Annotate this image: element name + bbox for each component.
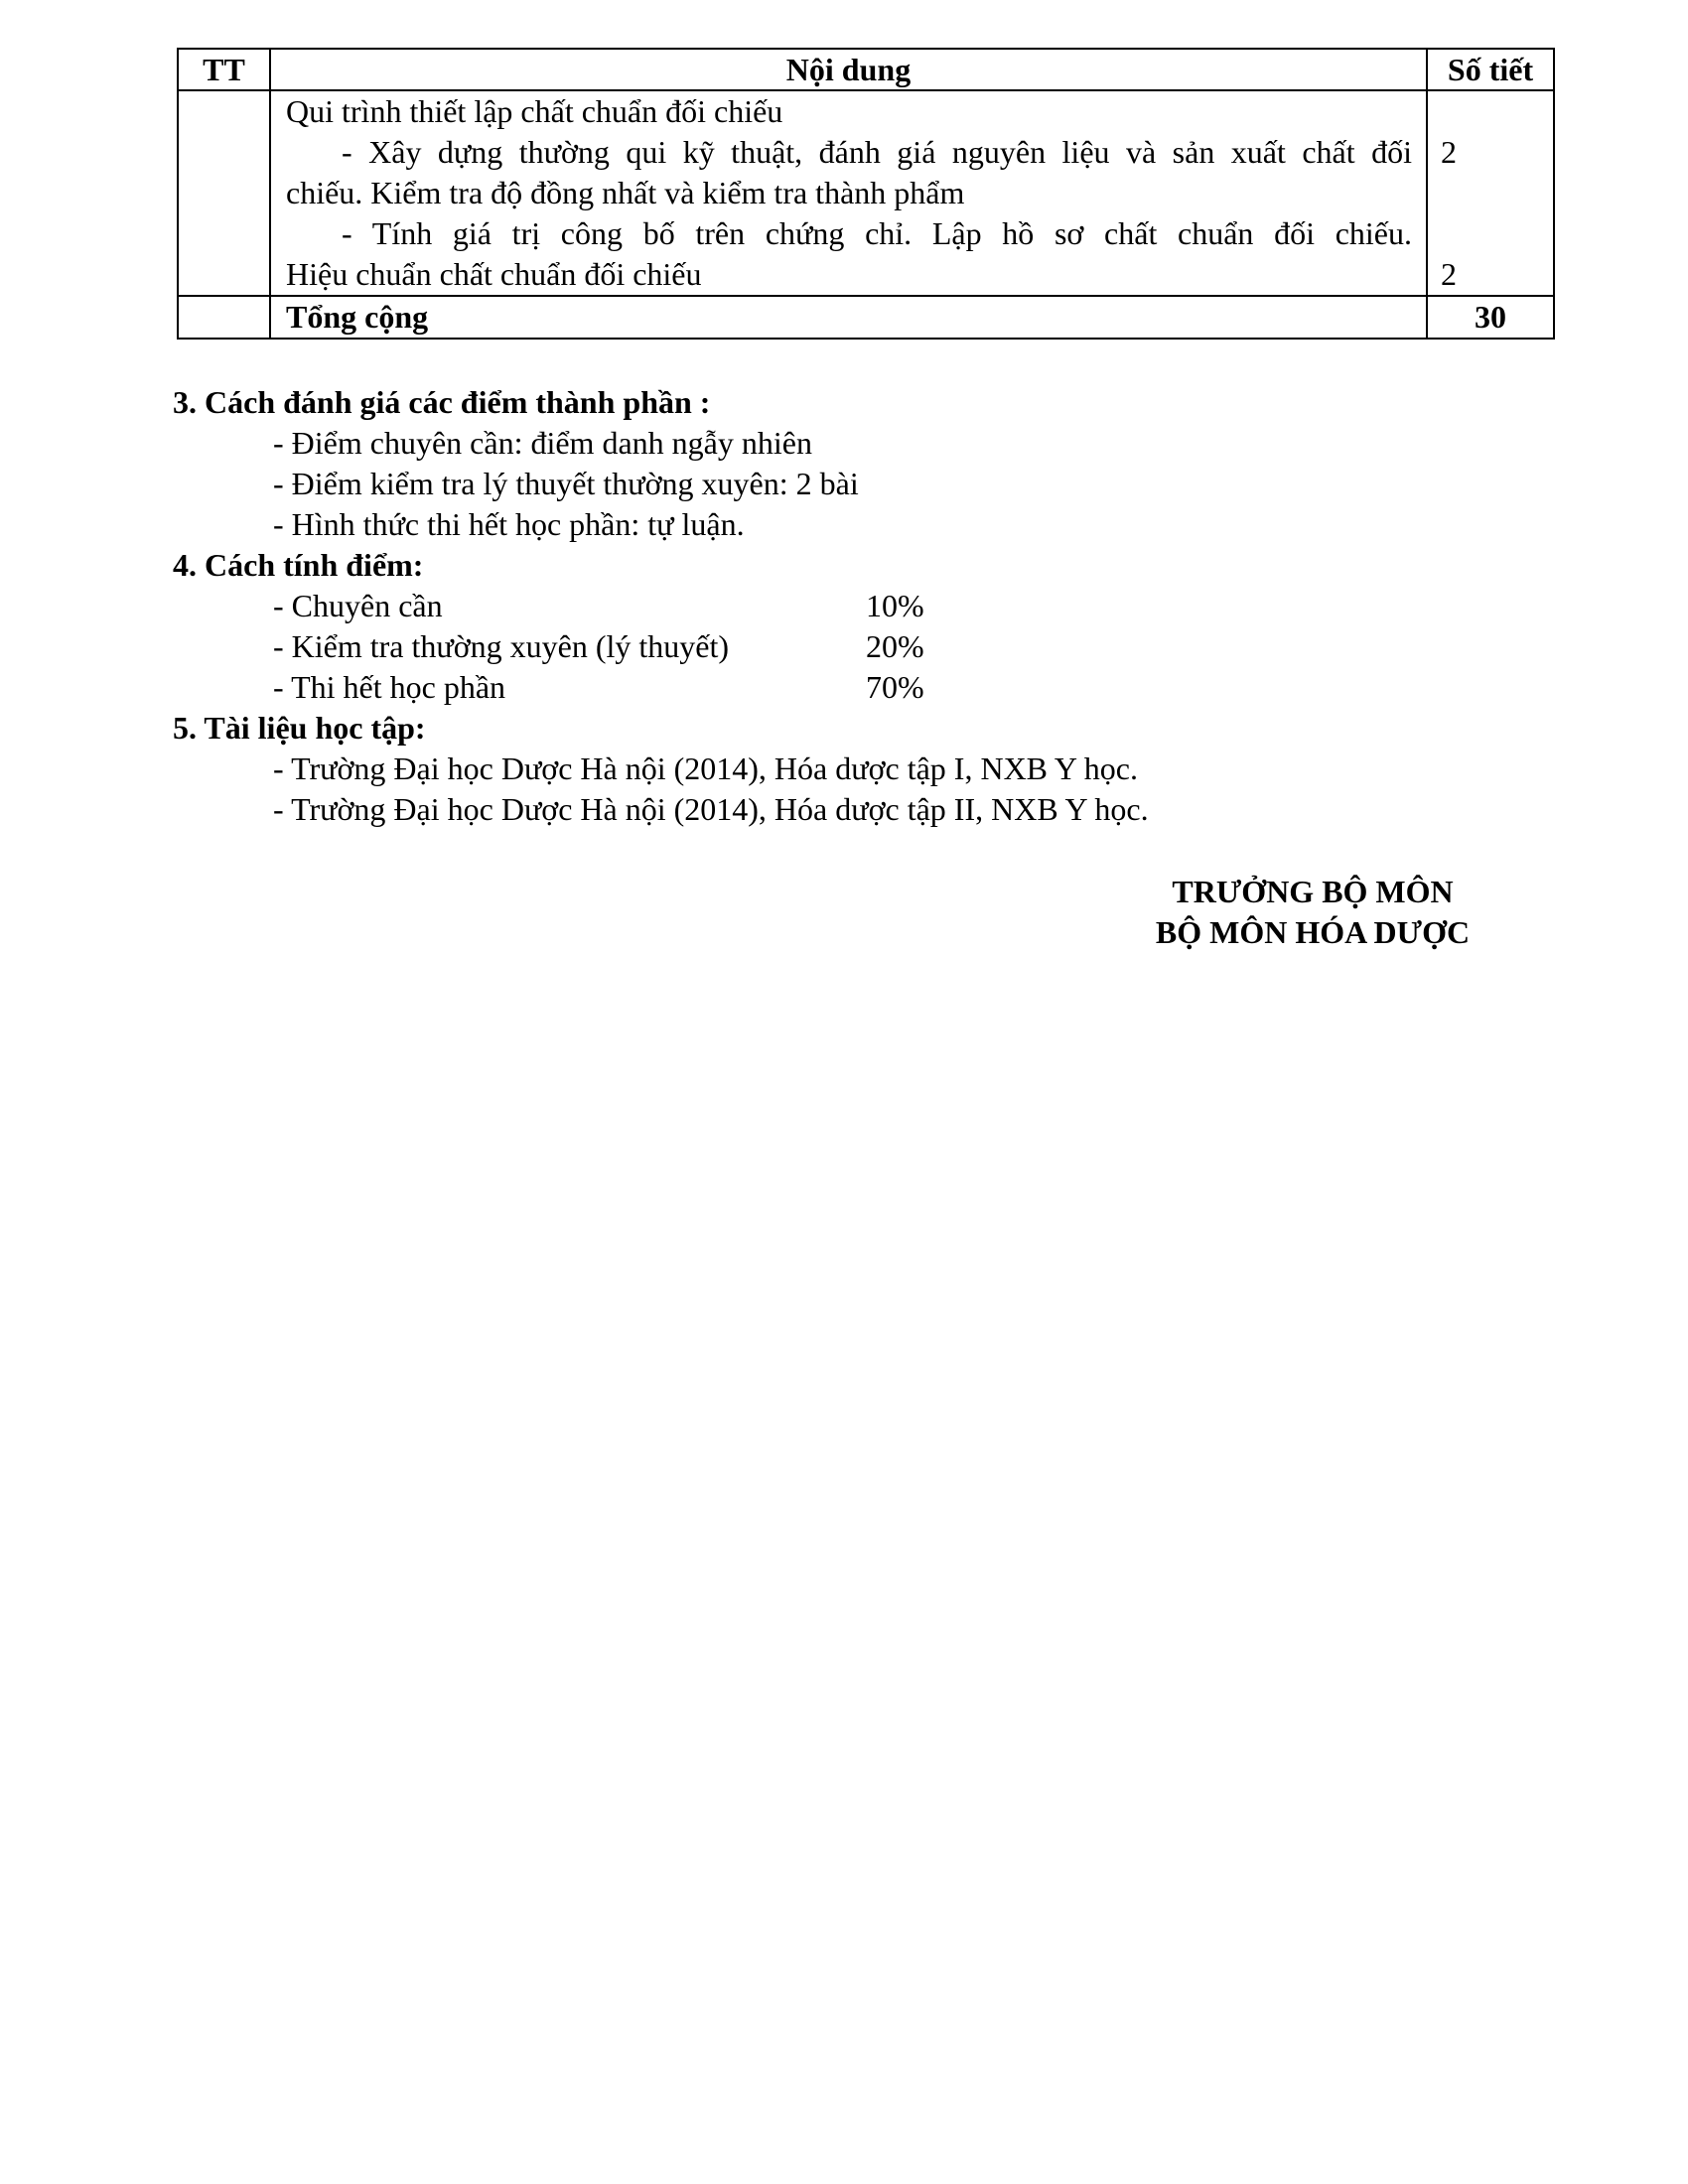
section-5-item-2: - Trường Đại học Dược Hà nội (2014), Hóa dược tập II, NXB Y học. [273, 791, 1149, 827]
header-content: Nội dung [270, 49, 1427, 90]
header-tt: TT [178, 49, 270, 90]
section-4-item-2-percent: 20% [866, 628, 924, 664]
row-hours-cell [1427, 90, 1554, 296]
section-4-title: 4. Cách tính điểm: [173, 547, 424, 583]
total-label: Tổng cộng [270, 296, 1427, 339]
header-hours: Số tiết [1427, 49, 1554, 90]
section-3-title: 3. Cách đánh giá các điểm thành phần : [173, 384, 711, 420]
row-item2-line2: Hiệu chuẩn chất chuẩn đối chiếu [286, 256, 702, 292]
section-5-item-1: - Trường Đại học Dược Hà nội (2014), Hóa dược tập I, NXB Y học. [273, 751, 1138, 786]
row-content-cell [270, 90, 1427, 296]
syllabus-table [177, 48, 1555, 340]
total-value: 30 [1427, 296, 1554, 339]
row-item1-line2: chiếu. Kiểm tra độ đồng nhất và kiểm tra thành phẩm [286, 175, 965, 210]
table-total-row [178, 296, 1554, 339]
row-hours-1: 2 [1441, 134, 1457, 170]
section-3-item-3: - Hình thức thi hết học phần: tự luận. [273, 506, 745, 542]
section-4-item-3-label: - Thi hết học phần [273, 669, 506, 705]
section-3-item-2: - Điểm kiểm tra lý thuyết thường xuyên: 2 bài [273, 466, 859, 501]
section-3-item-1: - Điểm chuyên cần: điểm danh ngẫy nhiên [273, 425, 812, 461]
row-item2-line1: - Tính giá trị công bố trên chứng chỉ. Lập hồ sơ chất chuẩn đối chiếu. [342, 215, 1412, 251]
section-4-item-2-label: - Kiểm tra thường xuyên (lý thuyết) [273, 628, 730, 664]
section-5-title: 5. Tài liệu học tập: [173, 710, 426, 746]
total-tt-cell [178, 296, 270, 339]
row-heading: Qui trình thiết lập chất chuẩn đối chiếu [286, 93, 783, 129]
table-row [178, 90, 1554, 296]
section-4-item-1-percent: 10% [866, 588, 924, 623]
row-hours-2: 2 [1441, 256, 1457, 292]
row-tt-cell [178, 90, 270, 296]
section-4-item-1-label: - Chuyên cần [273, 588, 443, 623]
table-header-row [178, 49, 1554, 90]
signature-title: TRƯỞNG BỘ MÔN [1172, 874, 1454, 909]
row-item1-line1: - Xây dựng thường qui kỹ thuật, đánh giá nguyên liệu và sản xuất chất đối [342, 134, 1412, 170]
section-4-item-3-percent: 70% [866, 669, 924, 705]
signature-department: BỘ MÔN HÓA DƯỢC [1155, 914, 1471, 950]
